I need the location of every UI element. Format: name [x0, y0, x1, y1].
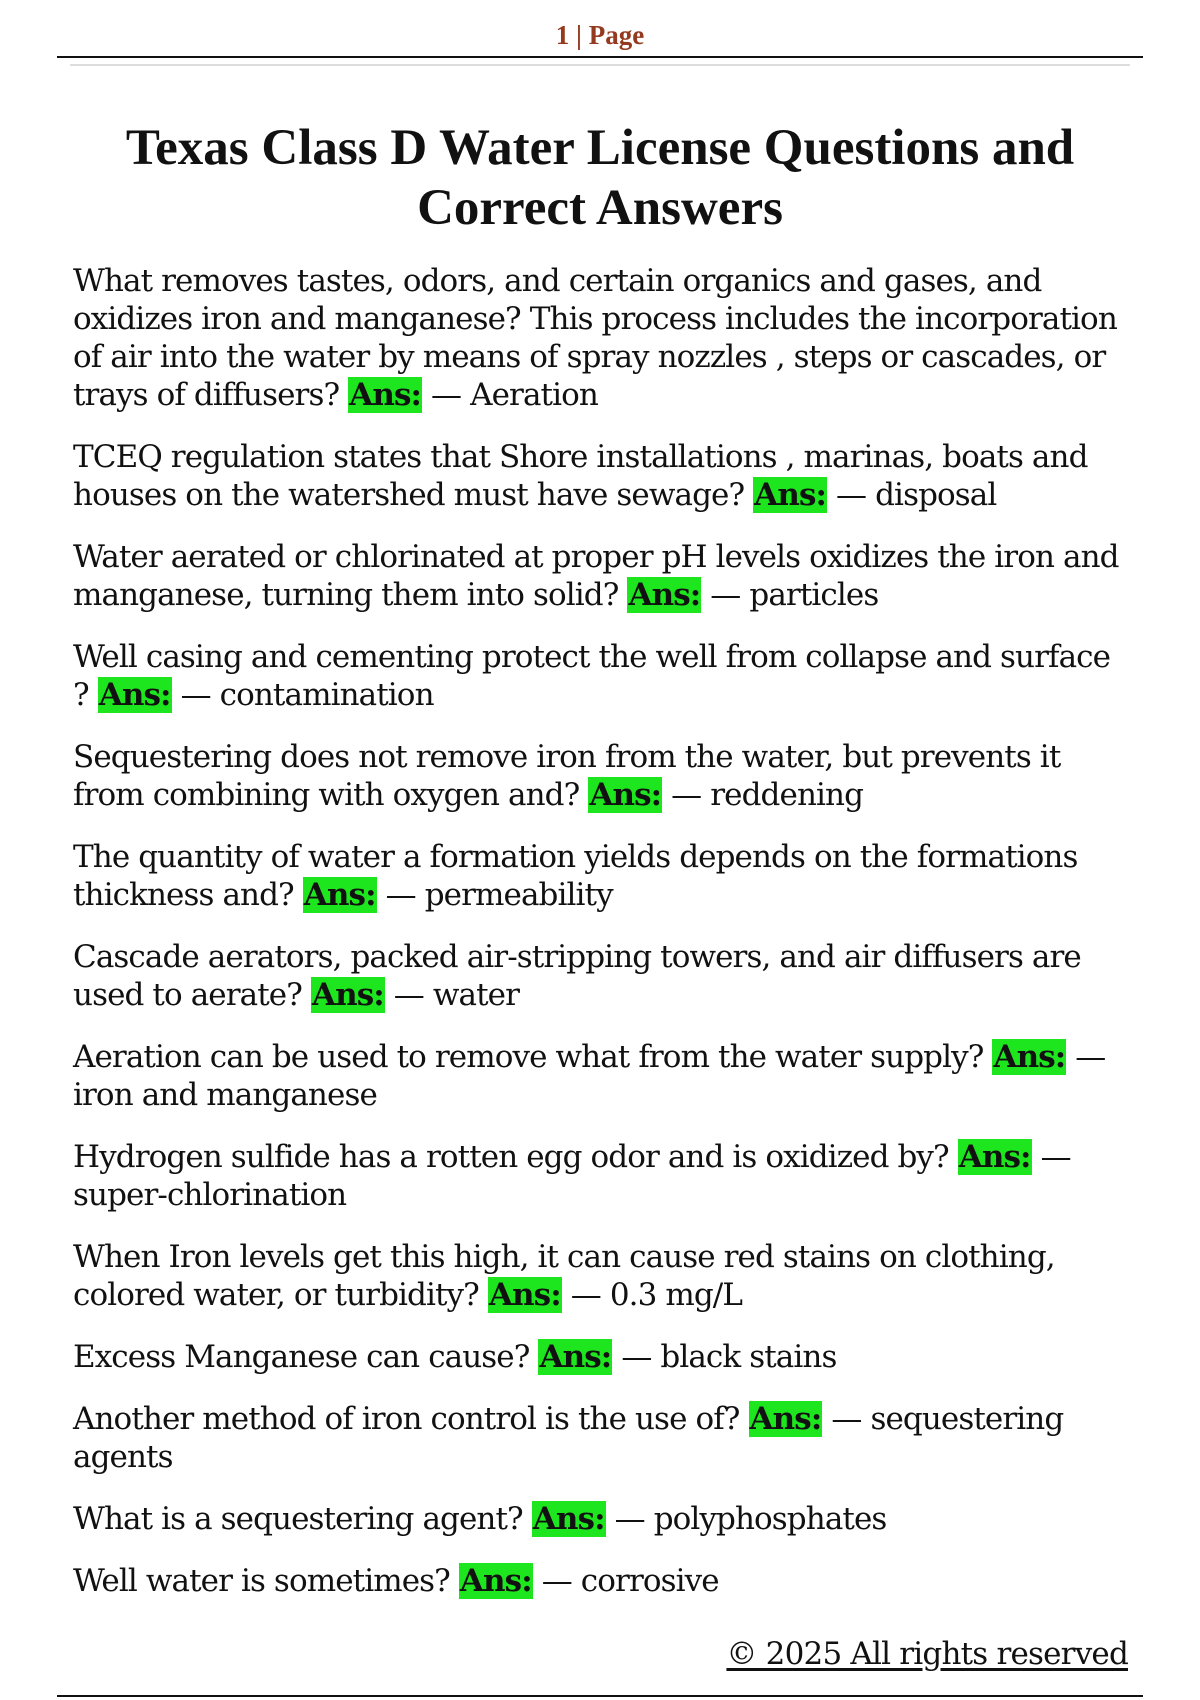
answer-text: permeability	[424, 877, 613, 913]
answer-label: Ans:	[993, 1039, 1066, 1075]
question-item	[73, 262, 1133, 414]
answer-label: Ans:	[459, 1563, 532, 1599]
question-text: What is a sequestering agent?	[73, 1501, 523, 1537]
question-item	[73, 838, 1133, 914]
answer-label: Ans:	[628, 577, 701, 613]
question-text: Well casing and cementing protect the well from collapse and surface ?	[73, 639, 1111, 713]
question-text: When Iron levels get this high, it can cause red stains on clothing, colored water, or turbidity?	[73, 1239, 1055, 1313]
answer-text: super-chlorination	[73, 1177, 347, 1213]
answer-label: Ans:	[311, 977, 384, 1013]
answer-text: Aeration	[470, 377, 598, 413]
header-rule-light	[70, 64, 1130, 66]
question-text: Well water is sometimes?	[73, 1563, 450, 1599]
answer-label: Ans:	[958, 1139, 1031, 1175]
question-text: TCEQ regulation states that Shore installations , marinas, boats and houses on the watershed must have sewage?	[73, 439, 1088, 513]
answer-text: sequestering agents	[73, 1401, 1064, 1475]
answer-dash: —	[385, 877, 416, 913]
header-rule	[57, 56, 1143, 58]
answer-text: particles	[749, 577, 879, 613]
question-item	[73, 738, 1133, 814]
footer-rule	[57, 1695, 1143, 1697]
answer-dash: —	[1040, 1139, 1071, 1175]
answer-text: contamination	[219, 677, 434, 713]
question-item	[73, 938, 1133, 1014]
answer-dash: —	[614, 1501, 645, 1537]
question-item	[73, 1400, 1133, 1476]
answer-dash: —	[431, 377, 462, 413]
answer-text: 0.3 mg/L	[609, 1277, 743, 1313]
answer-dash: —	[621, 1339, 652, 1375]
question-item	[73, 1562, 1133, 1600]
answer-label: Ans:	[532, 1501, 605, 1537]
answer-dash: —	[180, 677, 211, 713]
answer-label: Ans:	[349, 377, 422, 413]
answer-dash: —	[836, 477, 867, 513]
question-text: Excess Manganese can cause?	[73, 1339, 530, 1375]
question-text: Another method of iron control is the use of?	[73, 1401, 740, 1437]
answer-text: disposal	[875, 477, 997, 513]
answer-dash: —	[710, 577, 741, 613]
question-text: Hydrogen sulfide has a rotten egg odor and is oxidized by?	[73, 1139, 949, 1175]
question-text: Sequestering does not remove iron from the water, but prevents it from combining with oxygen and?	[73, 739, 1061, 813]
answer-text: water	[432, 977, 519, 1013]
answer-label: Ans:	[98, 677, 171, 713]
answer-text: corrosive	[580, 1563, 719, 1599]
question-text: Water aerated or chlorinated at proper pH levels oxidizes the iron and manganese, turning them into solid?	[73, 539, 1119, 613]
question-item	[73, 1138, 1133, 1214]
question-list	[73, 262, 1133, 1624]
answer-dash: —	[570, 1277, 601, 1313]
answer-label: Ans:	[488, 1277, 561, 1313]
answer-text: iron and manganese	[73, 1077, 377, 1113]
answer-label: Ans:	[303, 877, 376, 913]
answer-dash: —	[393, 977, 424, 1013]
question-item	[73, 538, 1133, 614]
answer-text: reddening	[710, 777, 864, 813]
answer-dash: —	[671, 777, 702, 813]
answer-dash: —	[831, 1401, 862, 1437]
document-title: Texas Class D Water License Questions and Correct Answers	[125, 120, 1075, 236]
answer-dash: —	[1075, 1039, 1106, 1075]
question-item	[73, 1338, 1133, 1376]
answer-text: polyphosphates	[653, 1501, 887, 1537]
question-text: The quantity of water a formation yields depends on the formations thickness and?	[73, 839, 1078, 913]
question-item	[73, 1500, 1133, 1538]
answer-label: Ans:	[754, 477, 827, 513]
question-item	[73, 1038, 1133, 1114]
question-text: What removes tastes, odors, and certain organics and gases, and oxidizes iron and manganese? This process includes the incorporation of air into the water by means of spray nozzles , steps or cascades, or trays of diffusers?	[73, 263, 1117, 413]
page-number-header: 1 | Page	[555, 20, 645, 50]
answer-label: Ans:	[749, 1401, 822, 1437]
answer-label: Ans:	[539, 1339, 612, 1375]
question-text: Cascade aerators, packed air-stripping towers, and air diffusers are used to aerate?	[73, 939, 1081, 1013]
answer-label: Ans:	[589, 777, 662, 813]
question-item	[73, 438, 1133, 514]
answer-dash: —	[541, 1563, 572, 1599]
copyright-notice: © 2025 All rights reserved	[726, 1636, 1128, 1672]
question-text: Aeration can be used to remove what from the water supply?	[73, 1039, 984, 1075]
question-item	[73, 1238, 1133, 1314]
answer-text: black stains	[660, 1339, 837, 1375]
question-item	[73, 638, 1133, 714]
